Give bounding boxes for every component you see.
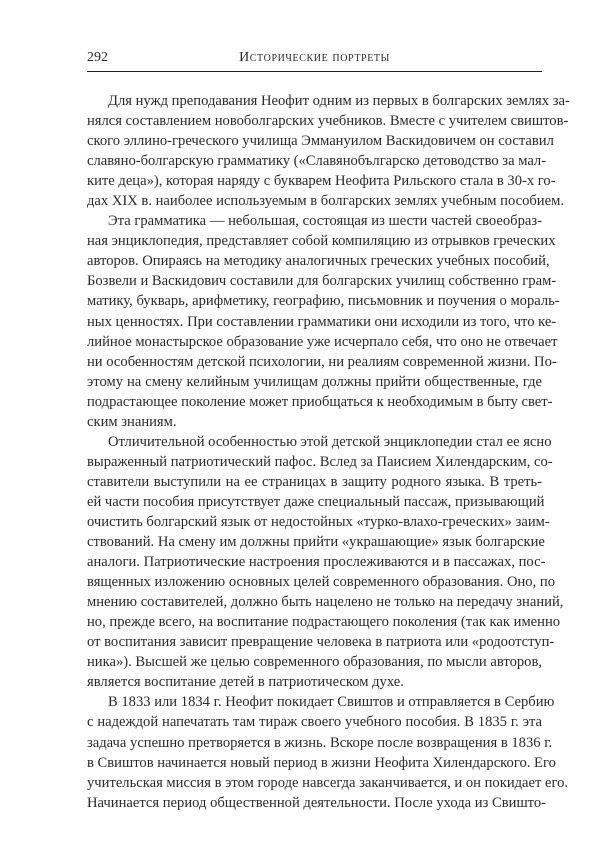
text-line: ского эллино-греческого училища Эммануилом Васкидовичем он составил bbox=[87, 133, 554, 150]
running-header bbox=[87, 50, 542, 70]
text-line: этому на смену келийным училищам должны прийти общественные, где bbox=[87, 373, 542, 390]
text-line: но, прежде всего, на воспитание подрастающего поколения (так как именно bbox=[87, 614, 561, 631]
text-line: выраженный патриотический пафос. Вслед за Паисием Хилендарским, со- bbox=[87, 453, 553, 470]
text-line: ките деца»), которая наряду с букварем Неофита Рильского стала в 30-х го- bbox=[87, 173, 556, 190]
text-line: лийное монастырское образование уже исчерпало себя, что оно не отвечает bbox=[87, 333, 558, 350]
body-text bbox=[87, 91, 570, 813]
text-line: ставители выступили на ее страницах в защиту родного языка. В треть- bbox=[87, 473, 542, 490]
text-line: вященных изложению основных целей современного образования. Оно, по bbox=[87, 574, 555, 591]
text-line: задача успешно претворяется в жизнь. Вскоре после возвращения в 1836 г. bbox=[87, 734, 553, 751]
text-line: Бозвели и Васкидович составили для болгарских училищ собственно грам- bbox=[87, 273, 557, 290]
paragraph bbox=[87, 432, 564, 693]
text-line: ных ценностях. При составлении грамматики они исходили из того, что ке- bbox=[87, 313, 557, 330]
text-line: Отличительной особенностью этой детской энциклопедии стал ее ясно bbox=[108, 433, 552, 450]
paragraph bbox=[87, 91, 570, 211]
text-line: в Свиштов начинается новый период в жизни Неофита Хилендарского. Его bbox=[87, 754, 556, 771]
text-line: славяно-болгарскую грамматику («Славянобългарско детоводство за мал- bbox=[87, 153, 547, 170]
text-line: ским знаниям. bbox=[87, 413, 177, 430]
text-line: с надеждой напечатать там тираж своего учебного пособия. В 1835 г. эта bbox=[87, 714, 542, 731]
text-line: Для нужд преподавания Неофит одним из первых в болгарских землях за- bbox=[108, 93, 570, 109]
header-rule bbox=[87, 71, 542, 72]
text-line: учительская миссия в этом городе навсегда заканчивается, и он покидает его. bbox=[87, 774, 569, 791]
paragraph bbox=[87, 692, 569, 812]
text-line: ствований. На смену им должны прийти «украшающие» язык болгарские bbox=[87, 534, 545, 551]
text-line: ника»). Высшей же целью современного образования, по мысли авторов, bbox=[87, 654, 542, 671]
text-line: от воспитания зависит превращение человека в патриота или «родоотступ- bbox=[87, 634, 555, 651]
text-line: аналоги. Патриотические настроения прослеживаются и в пассажах, пос- bbox=[87, 554, 546, 571]
text-line: подрастающее поколение может приобщаться к необходимым в быту свет- bbox=[87, 393, 553, 410]
running-title: Исторические портреты bbox=[239, 50, 390, 65]
text-line: мнению составителей, должно быть нацелено не только на передачу знаний, bbox=[87, 594, 564, 611]
text-line: В 1833 или 1834 г. Неофит покидает Свиштов и отправляется в Сербию bbox=[108, 694, 555, 711]
text-line: является воспитание детей в патриотическом духе. bbox=[87, 674, 404, 691]
text-line: очистить болгарский язык от недостойных «турко-влахо-греческих» заим- bbox=[87, 513, 550, 530]
text-line: Эта грамматика — небольшая, состоящая из шести частей своеобраз- bbox=[108, 213, 542, 230]
paragraph bbox=[87, 211, 560, 432]
page-number: 292 bbox=[87, 50, 108, 65]
text-line: Начинается период общественной деятельности. После ухода из Свишто- bbox=[87, 794, 547, 811]
text-line: ная энциклопедия, представляет собой компиляцию из отрывков греческих bbox=[87, 233, 556, 250]
text-line: ни особенностям детской психологии, ни реалиям современной жизни. По- bbox=[87, 353, 557, 370]
text-line: нялся составлением новоболгарских учебников. Вместе с учителем свиштов- bbox=[87, 113, 569, 130]
text-line: авторов. Опираясь на методику аналогичных греческих учебных пособий, bbox=[87, 253, 550, 270]
text-line: матику, букварь, арифметику, географию, письмовник и поучения о мораль- bbox=[87, 293, 560, 310]
text-line: ей части пособия присутствует даже специальный пассаж, призывающий bbox=[87, 493, 545, 510]
text-line: дах XIX в. наиболее используемым в болгарских землях учебным пособием. bbox=[87, 193, 564, 210]
